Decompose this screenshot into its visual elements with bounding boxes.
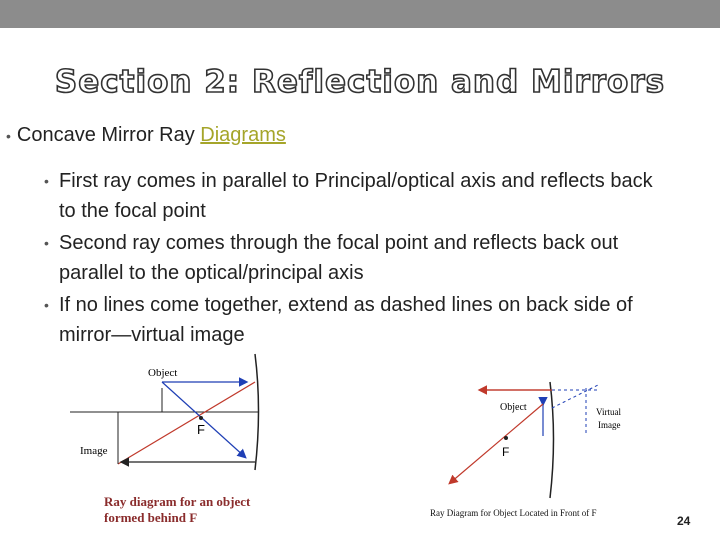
- object-label: Object: [500, 402, 527, 413]
- main-bullet-text: Concave Mirror Ray: [16, 124, 201, 146]
- left-diagram-caption: [104, 494, 250, 526]
- virtual-image-label: Image: [598, 420, 621, 430]
- concave-mirror: [550, 382, 554, 498]
- sub-bullet-text: First ray comes in parallel to Principal/optical axis and reflects back to the focal point: [59, 170, 653, 222]
- sub-bullet-text: Second ray comes through the focal point and reflects back out parallel to the optical/principal axis: [59, 232, 619, 284]
- focal-label: F: [502, 445, 510, 459]
- reflected-ray: [118, 382, 255, 464]
- focal-ray: [162, 382, 245, 457]
- focal-point-marker: [504, 436, 508, 440]
- virtual-label: Virtual: [596, 407, 621, 417]
- slide-title: Section 2: Reflection and Mirrors: [54, 64, 666, 100]
- image-label: Image: [80, 445, 108, 457]
- diagrams-link[interactable]: Diagrams: [200, 124, 286, 146]
- virtual-extension-2: [552, 384, 600, 408]
- slide-title-graphic: [0, 56, 720, 106]
- bullet-dot-icon: •: [44, 173, 49, 189]
- caption-line-1: Ray diagram for an object: [104, 494, 251, 509]
- object-label: Object: [148, 367, 178, 379]
- ray-diagram-behind-f: [70, 352, 280, 477]
- focal-label: F: [197, 422, 205, 437]
- reflected-ray: [450, 404, 543, 483]
- caption-line-2: formed behind F: [104, 510, 198, 525]
- bullet-dot-icon: •: [44, 297, 49, 313]
- sub-bullet-1: [44, 166, 664, 226]
- main-bullet: [6, 124, 286, 147]
- sub-bullet-3: [44, 290, 664, 350]
- page-number: 24: [677, 514, 691, 528]
- ray-diagram-front-of-f: [410, 378, 650, 503]
- bullet-dot-icon: •: [44, 235, 49, 251]
- top-bar: [0, 0, 720, 28]
- bullet-dot-icon: •: [6, 128, 11, 144]
- focal-point-marker: [199, 416, 203, 420]
- sub-bullet-text: If no lines come together, extend as dashed lines on back side of mirror—virtual image: [59, 294, 633, 346]
- right-diagram-caption: Ray Diagram for Object Located in Front of F: [430, 508, 597, 518]
- sub-bullet-2: [44, 228, 664, 288]
